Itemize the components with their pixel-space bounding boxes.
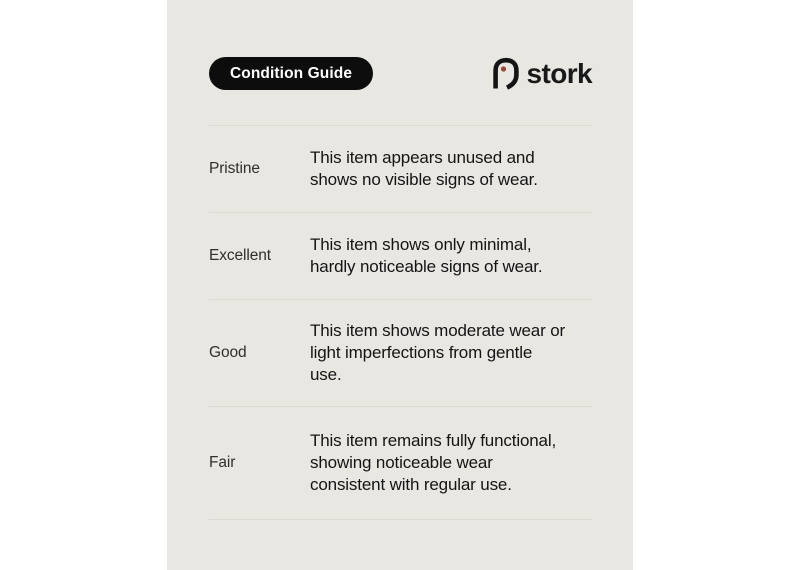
condition-label: Pristine: [209, 160, 260, 177]
condition-description: This item remains fully functional, showing noticeable wear consistent with regular use.: [310, 431, 557, 494]
condition-row-pristine: [209, 125, 592, 212]
condition-guide-title-badge: Condition Guide: [209, 57, 373, 90]
condition-label: Good: [209, 344, 247, 361]
condition-row-good: [209, 299, 592, 406]
condition-label: Excellent: [209, 247, 271, 264]
card-header: [209, 57, 592, 90]
stork-logo-icon: [491, 57, 521, 90]
condition-description: This item appears unused and shows no visible signs of wear.: [310, 148, 538, 189]
condition-row-excellent: [209, 212, 592, 299]
condition-row-fair: [209, 406, 592, 520]
conditions-table: [209, 125, 592, 520]
condition-label: Fair: [209, 454, 236, 471]
stork-wordmark: stork: [526, 57, 592, 89]
condition-guide-card: [167, 0, 633, 570]
stork-logo: [491, 57, 592, 90]
condition-description: This item shows only minimal, hardly noticeable signs of wear.: [310, 235, 543, 276]
condition-description: This item shows moderate wear or light imperfections from gentle use.: [310, 321, 566, 384]
